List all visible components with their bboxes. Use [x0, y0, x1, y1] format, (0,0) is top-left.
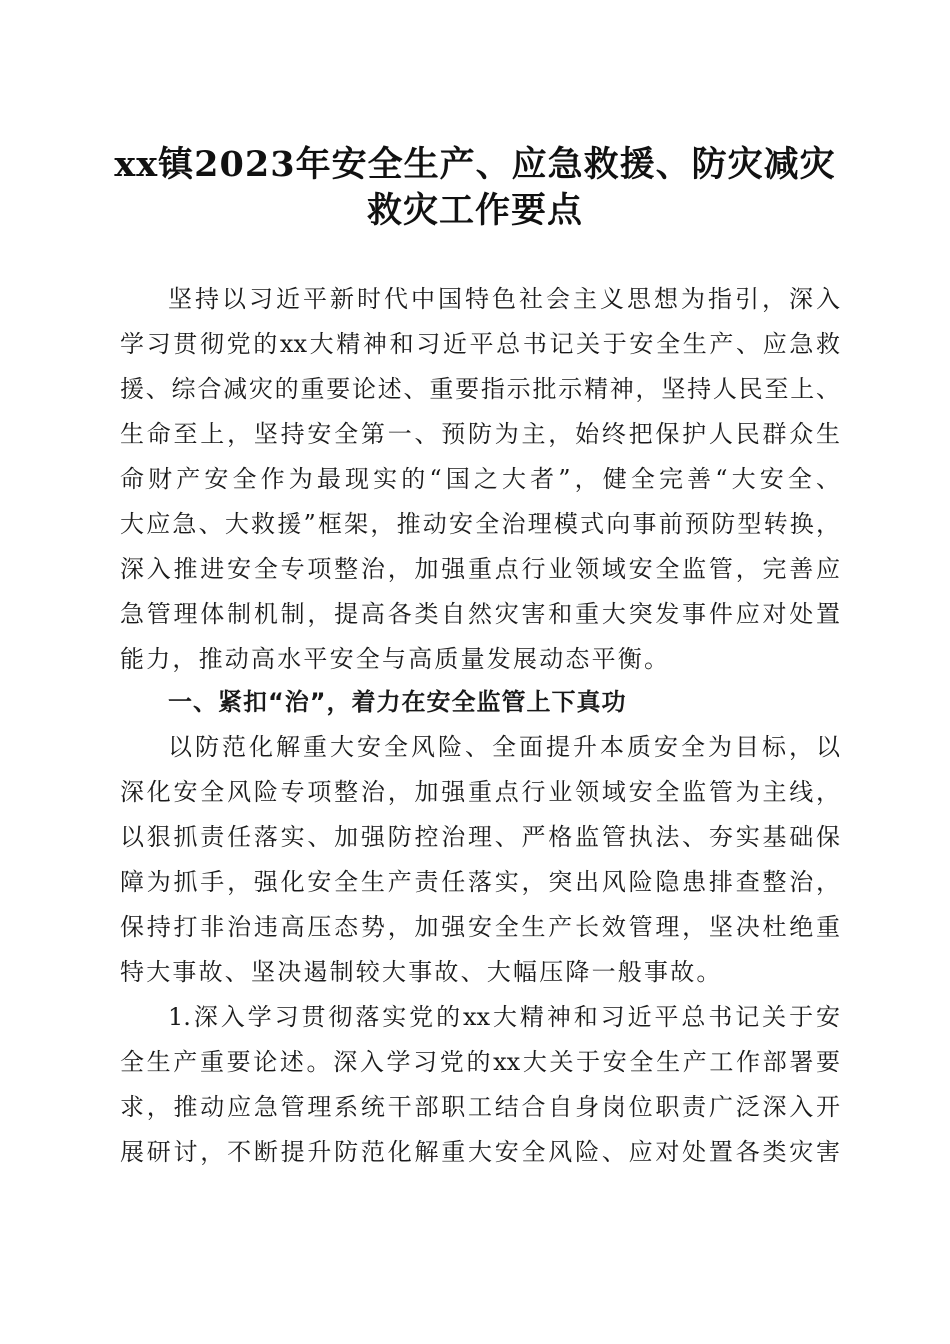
section-paragraph-line: 深化安全风险专项整治，加强重点行业领域安全监管为主线，: [120, 778, 840, 806]
intro-paragraph-line: 坚持以习近平新时代中国特色社会主义思想为指引，深入: [168, 285, 840, 313]
intro-paragraph-line: 能力，推动高水平安全与高质量发展动态平衡。: [120, 645, 671, 673]
section-paragraph-line: 障为抓手，强化安全生产责任落实，突出风险隐患排查整治，: [120, 868, 840, 896]
section-paragraph-line: 以狠抓责任落实、加强防控治理、严格监管执法、夯实基础保: [120, 823, 840, 851]
document-title-line-2: 救灾工作要点: [366, 190, 583, 231]
section-paragraph-line: 保持打非治违高压态势，加强安全生产长效管理，坚决杜绝重: [120, 913, 840, 941]
intro-paragraph-line: 大应急、大救援”框架，推动安全治理模式向事前预防型转换，: [120, 510, 840, 538]
document-title-line-1: xx镇2023年安全生产、应急救援、防灾减灾: [114, 144, 836, 185]
section-paragraph-line: 以防范化解重大安全风险、全面提升本质安全为目标，以: [168, 733, 840, 761]
item-1-paragraph-line: 求，推动应急管理系统干部职工结合自身岗位职责广泛深入开: [120, 1093, 840, 1121]
section-paragraph-line: 特大事故、坚决遏制较大事故、大幅压降一般事故。: [120, 958, 723, 986]
intro-paragraph-line: 援、综合减灾的重要论述、重要指示批示精神，坚持人民至上、: [120, 375, 840, 403]
item-1-paragraph-line: 1.深入学习贯彻落实党的xx大精神和习近平总书记关于安: [168, 1003, 840, 1031]
intro-paragraph-line: 生命至上，坚持安全第一、预防为主，始终把保护人民群众生: [120, 420, 840, 448]
intro-paragraph-line: 学习贯彻党的xx大精神和习近平总书记关于安全生产、应急救: [120, 330, 840, 358]
section-heading: 一、紧扣“治”，着力在安全监管上下真功: [168, 688, 627, 716]
item-1-paragraph-line: 展研讨，不断提升防范化解重大安全风险、应对处置各类灾害: [120, 1138, 840, 1166]
item-1-paragraph-line: 全生产重要论述。深入学习党的xx大关于安全生产工作部署要: [120, 1048, 840, 1076]
intro-paragraph-line: 命财产安全作为最现实的“国之大者”，健全完善“大安全、: [120, 465, 840, 493]
intro-paragraph-line: 深入推进安全专项整治，加强重点行业领域安全监管，完善应: [120, 555, 840, 583]
intro-paragraph-line: 急管理体制机制，提高各类自然灾害和重大突发事件应对处置: [120, 600, 840, 628]
